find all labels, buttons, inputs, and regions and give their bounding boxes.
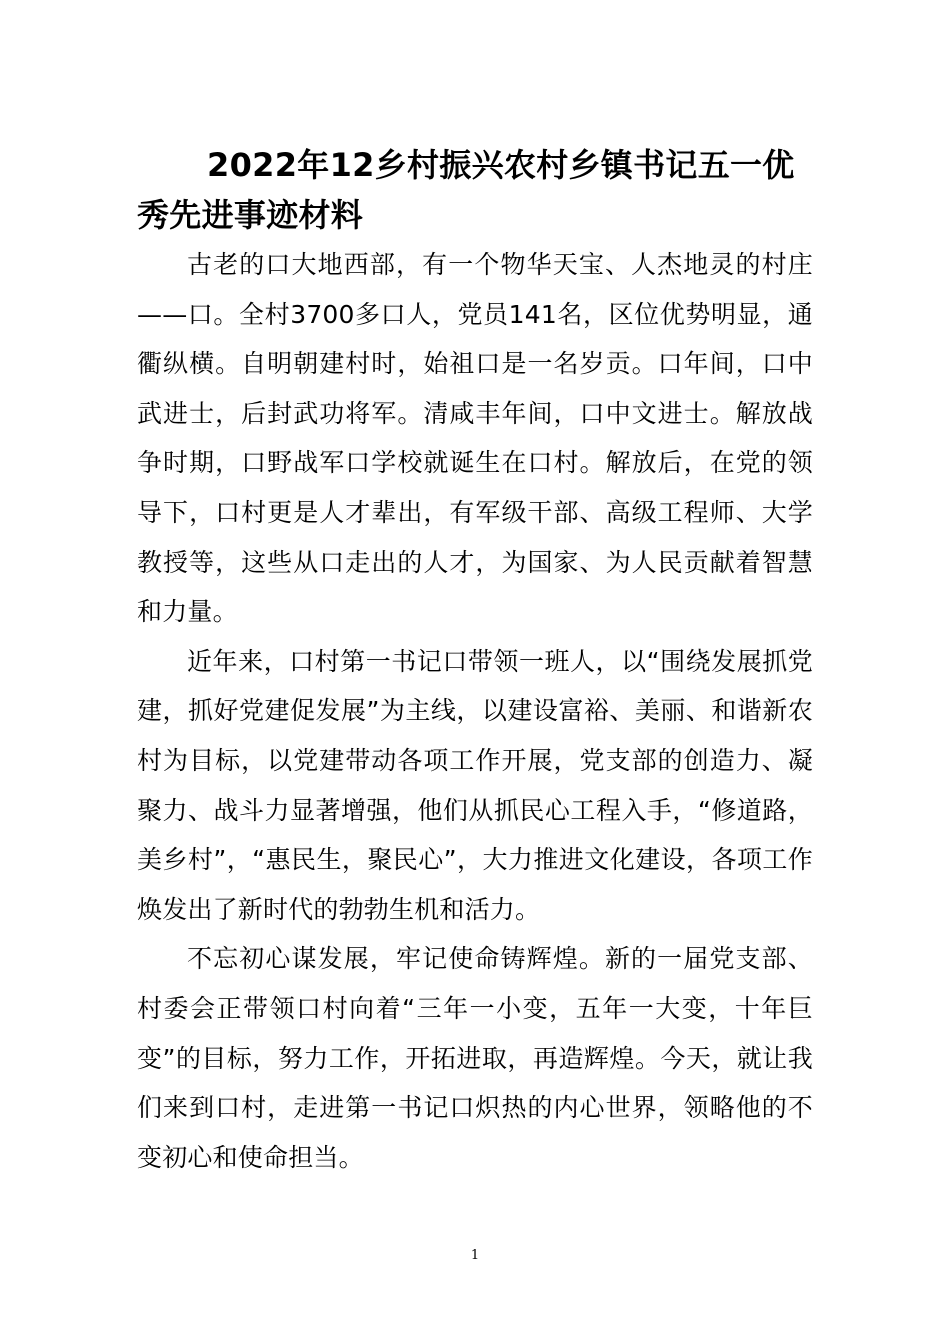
paragraph-recent-work: 近年来，口村第一书记口带领一班人，以“围绕发展抓党建，抓好党建促发展”为主线，以建设富裕、美丽、和谐新农村为目标，以党建带动各项工作开展，党支部的创造力、凝聚力、战斗力显著增强，他们从抓民心工程入手，“修道路，美乡村”，“惠民生，聚民心”，大力推进文化建设，各项工作焕发出了新时代的勃勃生机和活力。 <box>137 646 813 924</box>
paragraph-village-history: 古老的口大地西部，有一个物华天宝、人杰地灵的村庄——口。全村3700多口人，党员141名，区位优势明显，通衢纵横。自明朝建村时，始祖口是一名岁贡。口年间，口中武进士，后封武功将军。清咸丰年间，口中文进士。解放战争时期，口野战军口学校就诞生在口村。解放后，在党的领导下，口村更是人才辈出，有军级干部、高级工程师、大学教授等，这些从口走出的人才，为国家、为人民贡献着智慧和力量。 <box>137 250 813 627</box>
document-title: 2022年12乡村振兴农村乡镇书记五一优秀先进事迹材料 <box>137 146 795 234</box>
document-page <box>137 140 813 1182</box>
paragraph-future-goals: 不忘初心谋发展，牢记使命铸辉煌。新的一届党支部、村委会正带领口村向着“三年一小变，五年一大变，十年巨变”的目标，努力工作，开拓进取，再造辉煌。今天，就让我们来到口村，走进第一书记口炽热的内心世界，领略他的不变初心和使命担当。 <box>137 944 813 1172</box>
page-number: 1 <box>470 1248 480 1263</box>
